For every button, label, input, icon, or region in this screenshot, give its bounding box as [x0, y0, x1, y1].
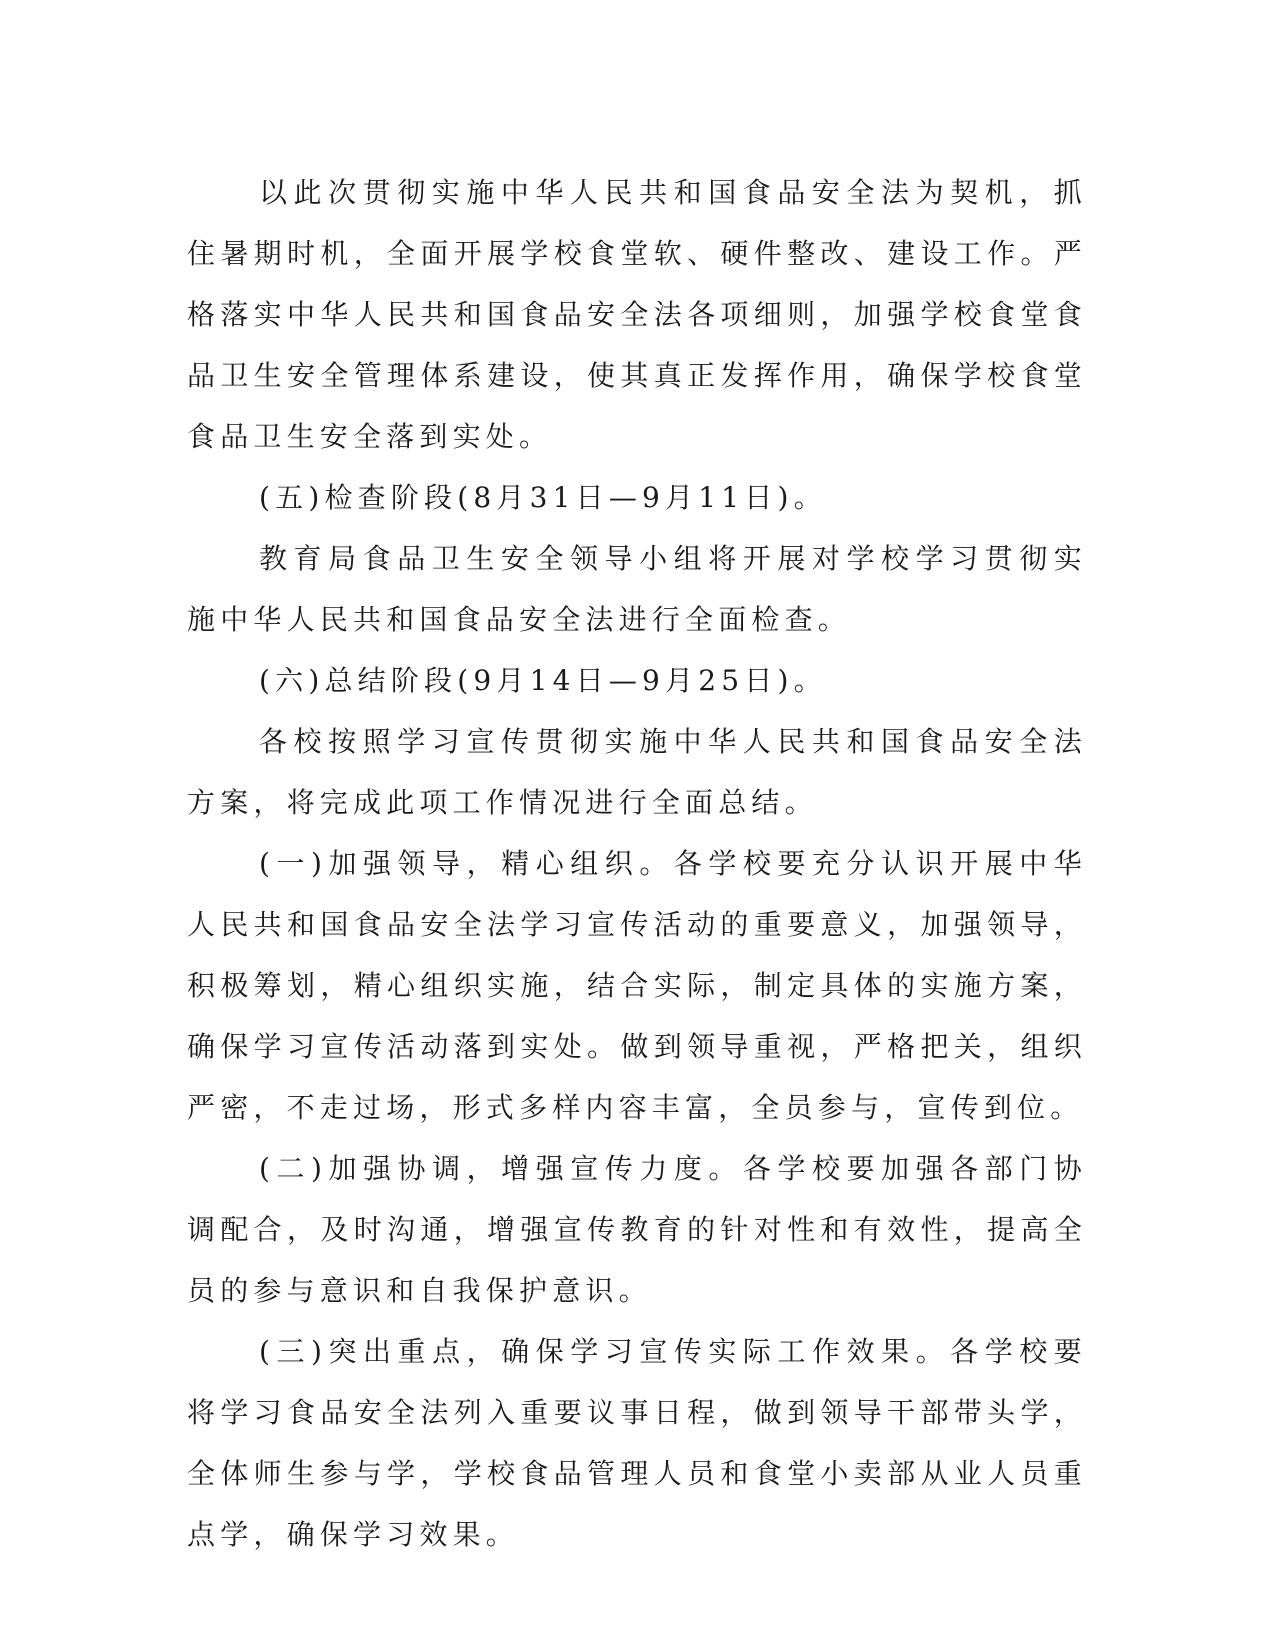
- paragraph-focus: (三)突出重点，确保学习宣传实际工作效果。各学校要将学习食品安全法列入重要议事日程，做到领导干部带头学，全体师生参与学，学校食品管理人员和食堂小卖部从业人员重点学，确保学习效果。: [187, 1335, 1087, 1551]
- paragraph-renovation: 以此次贯彻实施中华人民共和国食品安全法为契机，抓住暑期时机，全面开展学校食堂软、硬件整改、建设工作。严格落实中华人民共和国食品安全法各项细则，加强学校食堂食品卫生安全管理体系建设，使其真正发挥作用，确保学校食堂食品卫生安全落到实处。: [187, 176, 1087, 453]
- document-body: [187, 162, 1087, 1565]
- paragraph-coordination: (二)加强协调，增强宣传力度。各学校要加强各部门协调配合，及时沟通，增强宣传教育的针对性和有效性，提高全员的参与意识和自我保护意识。: [187, 1152, 1087, 1307]
- heading-inspection-stage: (五)检查阶段(8月31日—9月11日)。: [259, 481, 827, 514]
- heading-summary-stage: (六)总结阶段(9月14日—9月25日)。: [259, 664, 827, 697]
- paragraph-summary: 各校按照学习宣传贯彻实施中华人民共和国食品安全法方案，将完成此项工作情况进行全面总结。: [187, 725, 1087, 819]
- paragraph-leadership: (一)加强领导，精心组织。各学校要充分认识开展中华人民共和国食品安全法学习宣传活动的重要意义，加强领导，积极筹划，精心组织实施，结合实际，制定具体的实施方案，确保学习宣传活动落到实处。做到领导重视，严格把关，组织严密，不走过场，形式多样内容丰富，全员参与，宣传到位。: [187, 847, 1087, 1124]
- paragraph-inspection: 教育局食品卫生安全领导小组将开展对学校学习贯彻实施中华人民共和国食品安全法进行全面检查。: [187, 542, 1087, 636]
